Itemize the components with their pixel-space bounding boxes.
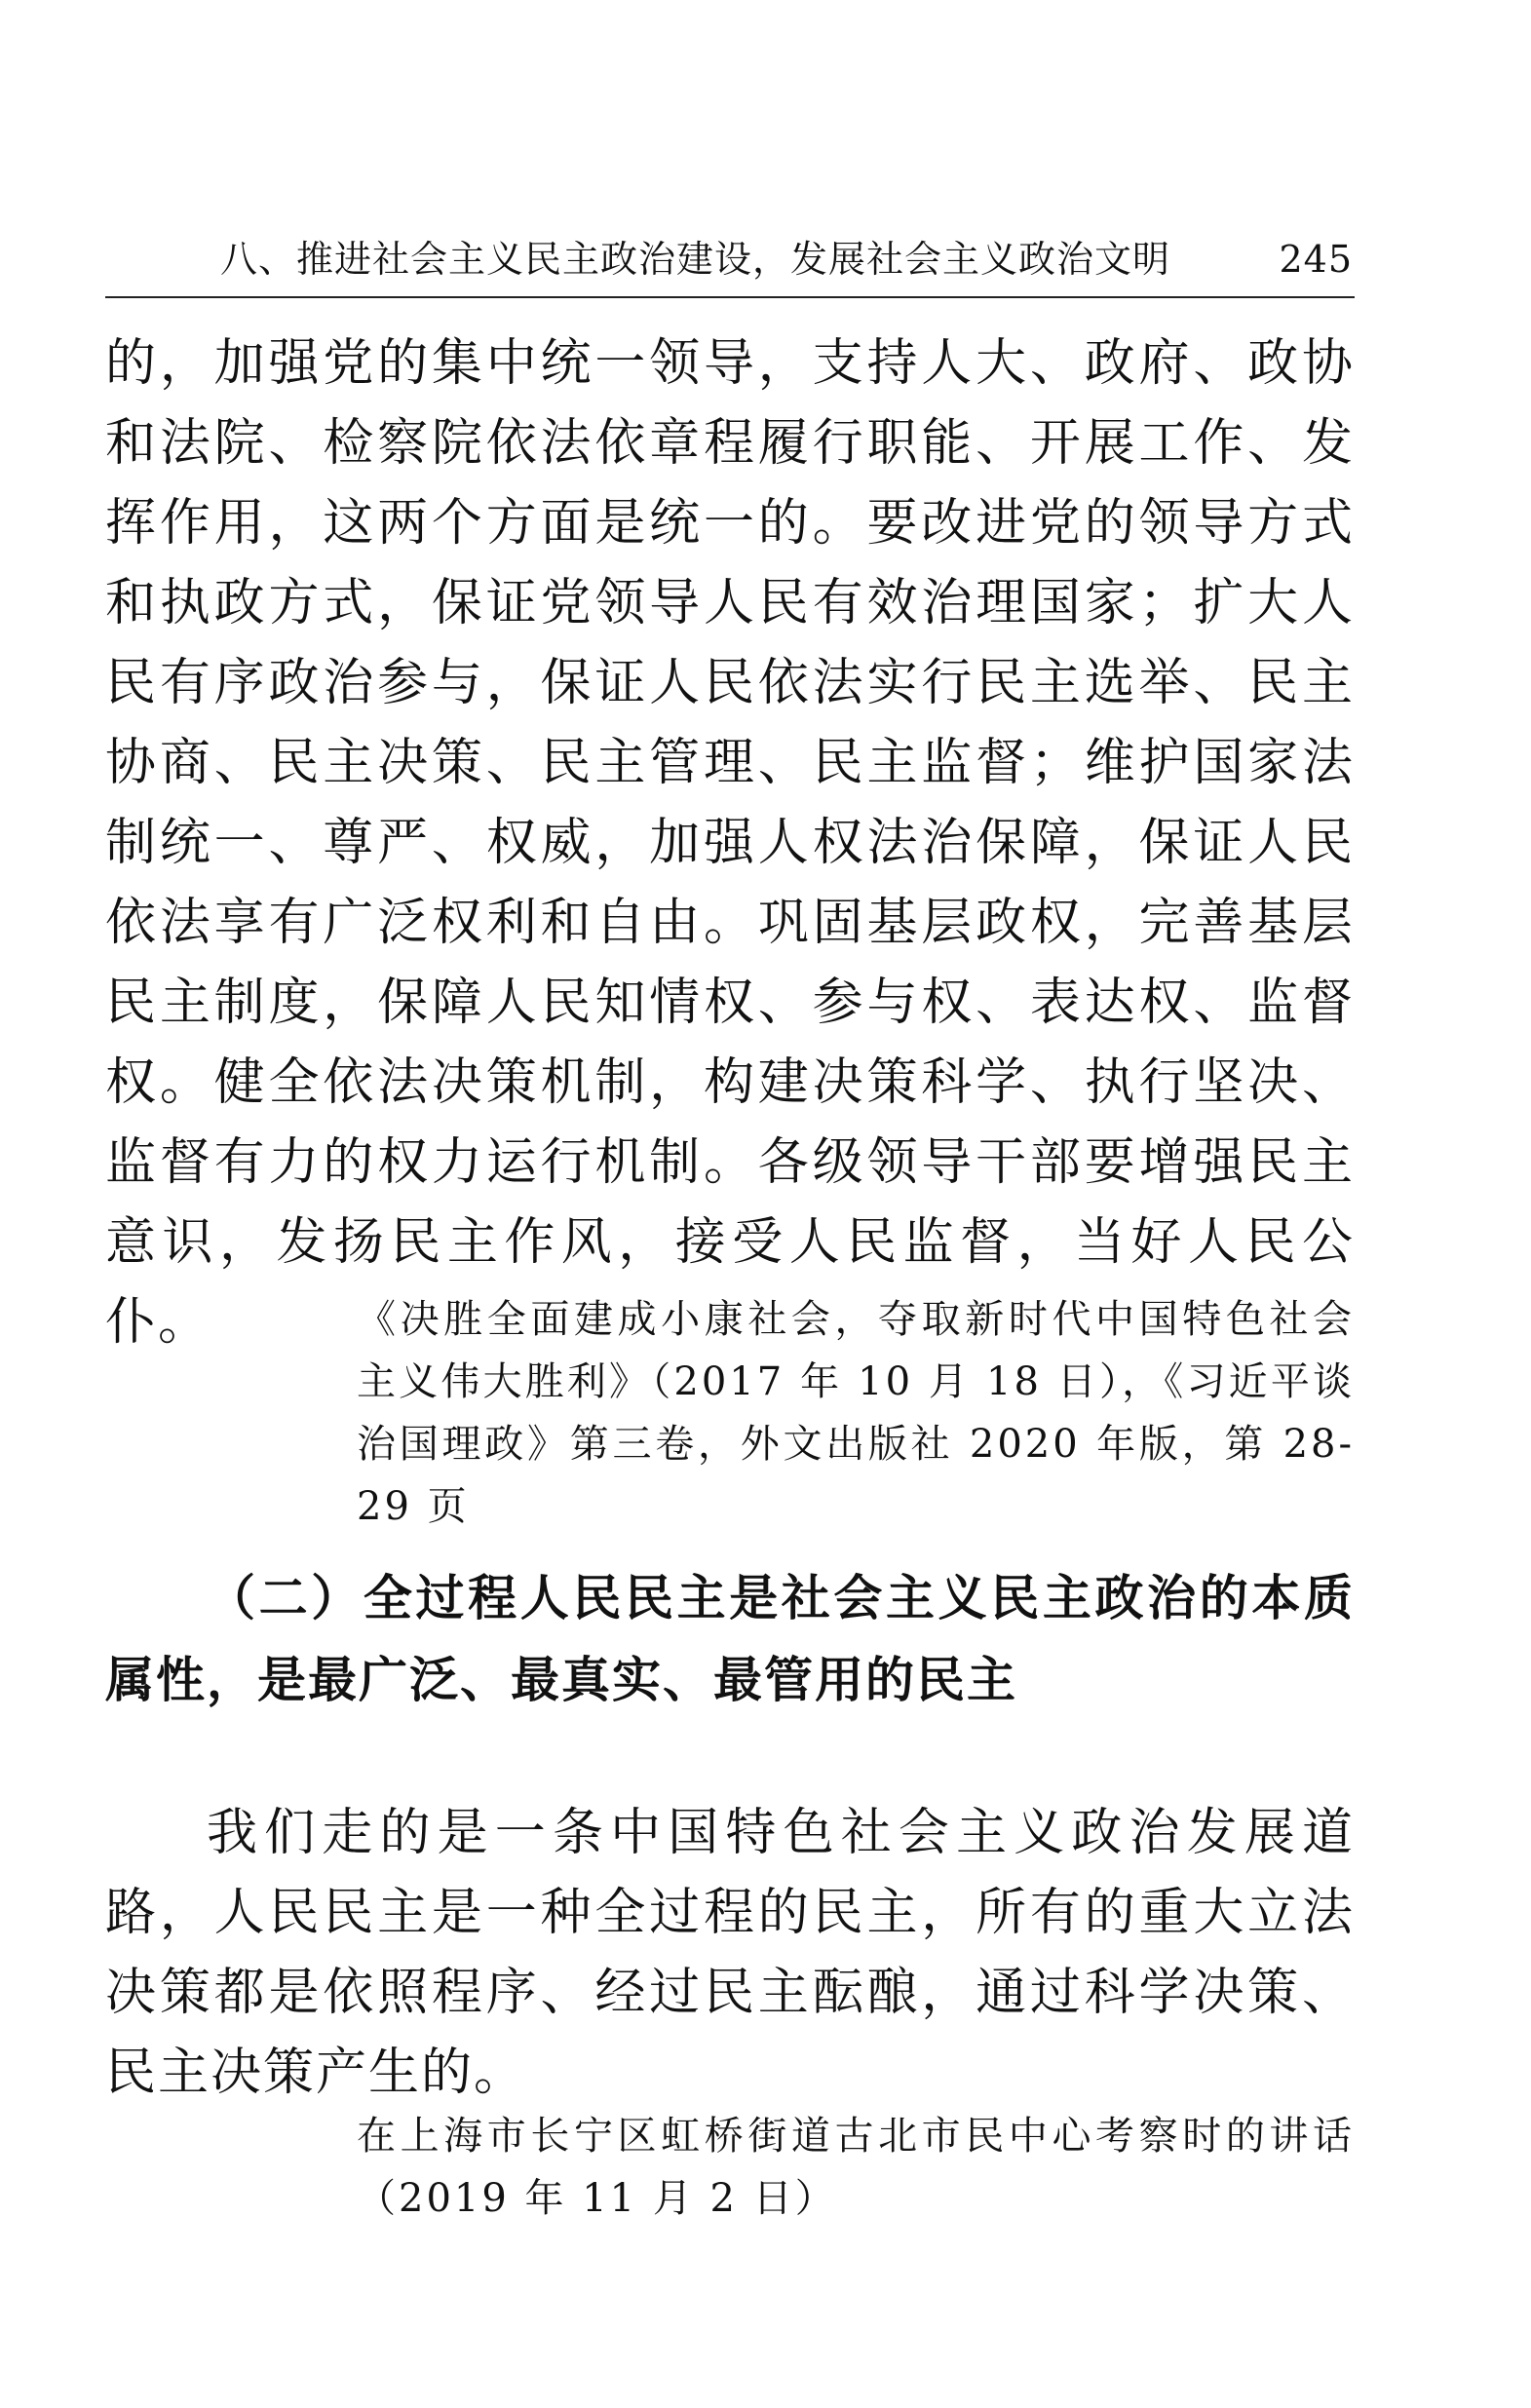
passage-1-text: 的，加强党的集中统一领导，支持人大、政府、政协和法院、检察院依法依章程履行职能、开展工作、发挥作用，这两个方面是统一的。要改进党的领导方式和执政方式，保证党领导人民有效治理国家；扩大人民有序政治参与，保证人民依法实行民主选举、民主协商、民主决策、民主管理、民主监督；维护国家法制统一、尊严、权威，加强人权法治保障，保证人民依法享有广泛权利和自由。巩固基层政权，完善基层民主制度，保障人民知情权、参与权、表达权、监督权。健全依法决策机制，构建决策科学、执行坚决、监督有力的权力运行机制。各级领导干部要增强民主意识，发扬民主作风，接受人民监督，当好人民公仆。 [105, 334, 1355, 1352]
running-header [105, 230, 1353, 288]
header-rule [105, 296, 1355, 298]
page-number: 245 [1279, 238, 1353, 281]
passage-2-source: 在上海市长宁区虹桥街道古北市民中心考察时的讲话（2019 年 11 月 2 日） [357, 2114, 1355, 2221]
section-heading: （二）全过程人民民主是社会主义民主政治的本质属性，是最广泛、最真实、最管用的民主 [105, 1570, 1355, 1708]
passage-2-text: 我们走的是一条中国特色社会主义政治发展道路，人民民主是一种全过程的民主，所有的重大立法决策都是依照程序、经过民主酝酿，通过科学决策、民主决策产生的。 [105, 1804, 1355, 2102]
passage-1-source: 《决胜全面建成小康社会，夺取新时代中国特色社会主义伟大胜利》（2017 年 10 月 18 日），《习近平谈治国理政》第三卷，外文出版社 2020 年版，第 28-29 页 [357, 1297, 1355, 1529]
passage-2 [105, 1793, 1355, 2113]
passage-1 [105, 324, 1355, 1362]
running-header-title: 八、推进社会主义民主政治建设，发展社会主义政治文明 [220, 238, 1171, 281]
